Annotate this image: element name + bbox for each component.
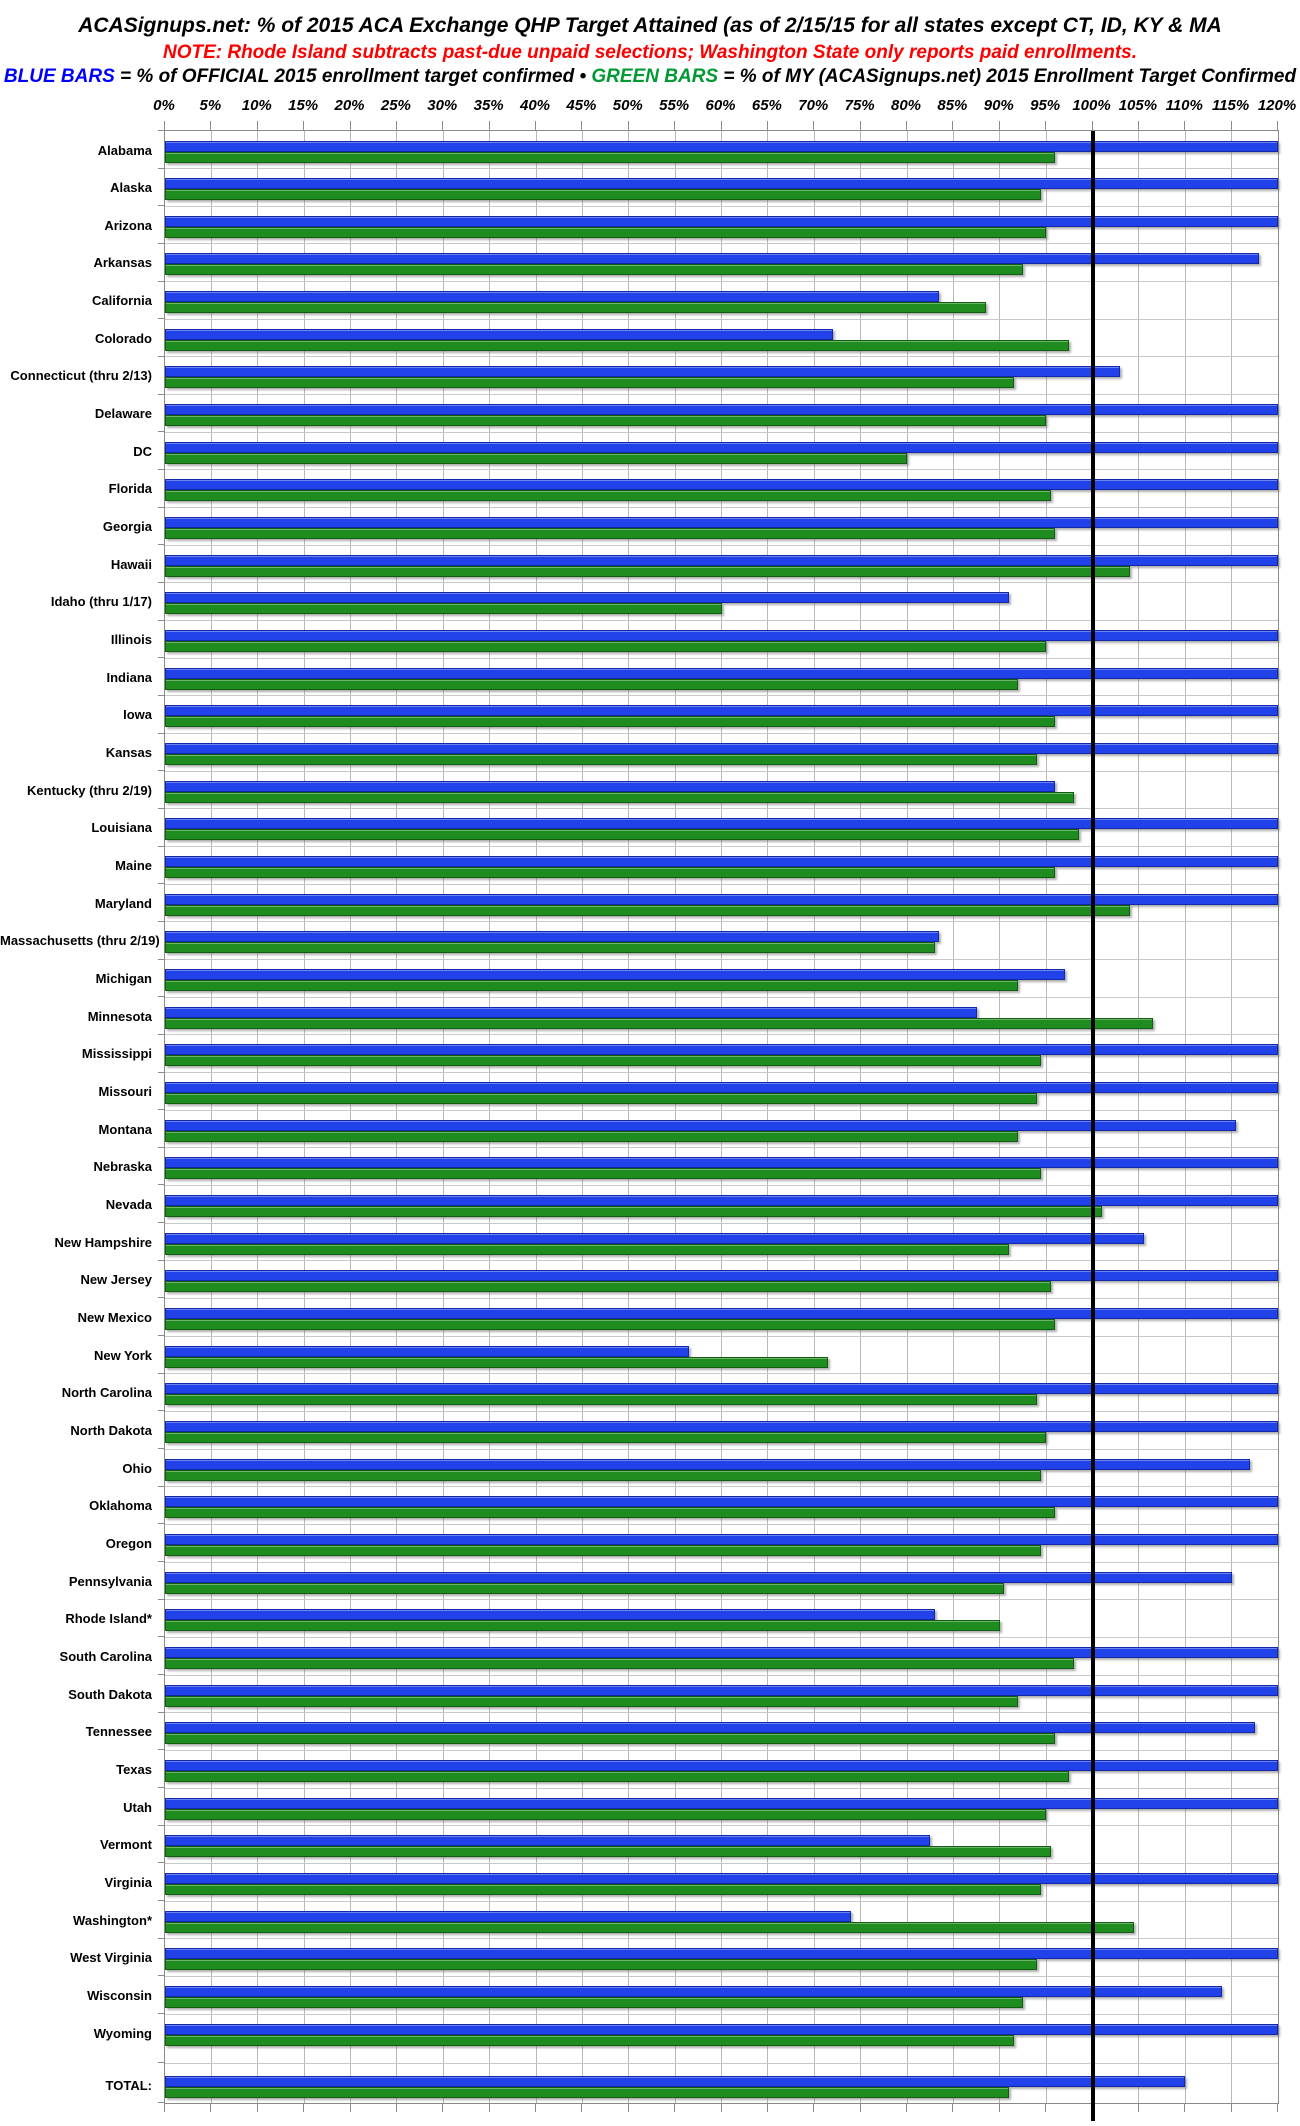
row-label-state: Oklahoma (89, 1498, 152, 1514)
x-tick-label: 85% (937, 97, 968, 114)
bar-blue (165, 329, 833, 340)
x-tick-mark-top (1092, 121, 1093, 130)
x-tick-mark-bottom (1184, 2103, 1185, 2112)
row-separator-line (165, 1712, 1278, 1713)
row-label-state: Florida (108, 481, 152, 497)
bar-blue (165, 630, 1278, 641)
row-separator-line (165, 1072, 1278, 1073)
row-separator-line (165, 1599, 1278, 1600)
x-tick-label: 70% (798, 97, 829, 114)
row-label-state: Mississippi (81, 1046, 152, 1062)
row-label-state: Michigan (95, 971, 152, 987)
bar-green (165, 1846, 1051, 1857)
bar-green (165, 1545, 1041, 1556)
row-separator-line (165, 808, 1278, 809)
row-label-state: Pennsylvania (68, 1573, 152, 1589)
bar-green (165, 829, 1079, 840)
x-tick-label: 15% (288, 97, 319, 114)
legend-separator: • (574, 66, 592, 87)
bar-blue (165, 216, 1278, 227)
bar-blue (165, 141, 1278, 152)
row-label-state: Kansas (105, 745, 152, 761)
x-tick-mark-top (674, 121, 675, 130)
x-tick-mark-top (767, 121, 768, 130)
x-tick-label: 5% (199, 97, 222, 114)
x-tick-label: 115% (1211, 97, 1250, 114)
row-separator-line (165, 620, 1278, 621)
bar-green (165, 716, 1055, 727)
row-label-state: Virginia (104, 1874, 152, 1890)
x-tick-mark-bottom (164, 2103, 165, 2112)
x-tick-label: 75% (844, 97, 875, 114)
bar-blue (165, 1496, 1278, 1507)
x-tick-mark-top (396, 121, 397, 130)
x-tick-label: 10% (241, 97, 272, 114)
row-label-state: Texas (116, 1761, 152, 1777)
row-label-state: Illinois (110, 632, 152, 648)
bar-green (165, 415, 1046, 426)
bar-blue (165, 2024, 1278, 2035)
x-tick-mark-top (1138, 121, 1139, 130)
x-tick-mark-top (1045, 121, 1046, 130)
x-tick-label: 60% (705, 97, 736, 114)
row-label-state: North Carolina (61, 1385, 152, 1401)
bar-blue (165, 592, 1009, 603)
row-label-state: Louisiana (91, 820, 152, 836)
bar-green (165, 1583, 1004, 1594)
x-tick-mark-top (535, 121, 536, 130)
bar-blue (165, 894, 1278, 905)
x-tick-mark-top (721, 121, 722, 130)
row-separator-line (165, 695, 1278, 696)
x-tick-mark-bottom (767, 2103, 768, 2112)
x-tick-mark-top (999, 121, 1000, 130)
row-label-state: Ohio (122, 1460, 152, 1476)
bar-blue (165, 1346, 689, 1357)
x-tick-mark-bottom (581, 2103, 582, 2112)
x-tick-mark-bottom (489, 2103, 490, 2112)
x-tick-mark-top (442, 121, 443, 130)
bar-blue (165, 1082, 1278, 1093)
bar-blue (165, 1270, 1278, 1281)
row-label-state: Alabama (97, 142, 152, 158)
bar-green (165, 1357, 828, 1368)
bar-green (165, 264, 1023, 275)
x-tick-mark-top (1231, 121, 1232, 130)
row-separator-line (165, 1110, 1278, 1111)
bar-green (165, 980, 1018, 991)
bar-blue (165, 1195, 1278, 1206)
x-tick-mark-bottom (1231, 2103, 1232, 2112)
bar-blue (165, 253, 1259, 264)
x-tick-label: 110% (1165, 97, 1203, 114)
row-separator-line (165, 1938, 1278, 1939)
row-label-state: New Jersey (80, 1272, 152, 1288)
row-label-state: Wyoming (93, 2025, 152, 2041)
row-label-state: Wisconsin (87, 1987, 152, 2003)
x-tick-mark-bottom (1138, 2103, 1139, 2112)
bar-green (165, 1922, 1134, 1933)
row-label-state: DC (133, 443, 152, 459)
row-label-state: Nebraska (93, 1159, 152, 1175)
chart-note: NOTE: Rhode Island subtracts past-due unpaid selections; Washington State only reports paid enrollments. (162, 42, 1138, 63)
row-separator-line (165, 1863, 1278, 1864)
bar-blue (165, 705, 1278, 716)
row-label-total: TOTAL: (105, 2077, 152, 2093)
bar-green (165, 1696, 1018, 1707)
bar-blue (165, 668, 1278, 679)
bar-blue (165, 1798, 1278, 1809)
bar-blue (165, 1760, 1278, 1771)
bar-green (165, 2035, 1014, 2046)
x-tick-label: 105% (1118, 97, 1158, 114)
bar-green (165, 1394, 1037, 1405)
row-separator-line (165, 281, 1278, 282)
row-separator-line (165, 2063, 1278, 2064)
row-label-state: Washington* (73, 1912, 152, 1928)
bar-blue (165, 1459, 1250, 1470)
row-label-state: Missouri (98, 1084, 152, 1099)
bar-green (165, 905, 1130, 916)
row-label-state: West Virginia (70, 1950, 152, 1966)
bar-green (165, 867, 1055, 878)
bar-blue (165, 1007, 977, 1018)
bar-green (165, 1884, 1041, 1895)
row-label-state: Alaska (110, 180, 152, 196)
bar-blue (165, 1233, 1144, 1244)
bar-green (165, 1319, 1055, 1330)
bar-blue (165, 178, 1278, 189)
row-label-state: Arizona (104, 217, 152, 233)
bar-green (165, 1206, 1102, 1217)
bar-blue (165, 2076, 1185, 2087)
bar-green (165, 1281, 1051, 1292)
row-label-state: Minnesota (87, 1008, 152, 1024)
row-separator-line (165, 1675, 1278, 1676)
bar-blue (165, 291, 939, 302)
row-label-state: Iowa (123, 707, 152, 723)
row-label-state: California (92, 293, 152, 309)
bar-green (165, 1809, 1046, 1820)
bar-green (165, 453, 907, 464)
x-tick-label: 95% (1030, 97, 1061, 114)
x-tick-mark-top (628, 121, 629, 130)
row-separator-line (165, 733, 1278, 734)
row-separator-line (165, 1373, 1278, 1374)
row-separator-line (165, 469, 1278, 470)
x-tick-label: 90% (983, 97, 1014, 114)
row-label-state: Colorado (94, 330, 152, 346)
row-label-state: Indiana (106, 669, 152, 685)
x-tick-mark-bottom (257, 2103, 258, 2112)
bar-green (165, 2087, 1009, 2098)
x-tick-label: 20% (334, 97, 365, 114)
bar-green (165, 1658, 1074, 1669)
bar-green (165, 340, 1069, 351)
row-label-state: Connecticut (thru 2/13) (10, 368, 152, 384)
row-separator-line (165, 432, 1278, 433)
x-tick-mark-bottom (210, 2103, 211, 2112)
row-separator-line (165, 1524, 1278, 1525)
row-label-state: North Dakota (70, 1422, 152, 1438)
x-tick-label: 50% (612, 97, 643, 114)
x-tick-mark-top (489, 121, 490, 130)
bar-blue (165, 1157, 1278, 1168)
x-tick-mark-top (952, 121, 953, 130)
x-tick-label: 35% (473, 97, 504, 114)
row-label-state: South Dakota (68, 1686, 152, 1702)
bar-green (165, 754, 1037, 765)
x-tick-mark-bottom (999, 2103, 1000, 2112)
x-tick-mark-bottom (350, 2103, 351, 2112)
x-tick-mark-top (350, 121, 351, 130)
x-tick-mark-bottom (628, 2103, 629, 2112)
legend-blue-label: BLUE BARS (3, 66, 115, 87)
row-label-state: New York (93, 1347, 152, 1363)
bar-green (165, 792, 1074, 803)
row-separator-line (165, 1637, 1278, 1638)
x-tick-mark-bottom (674, 2103, 675, 2112)
x-tick-label: 120% (1257, 97, 1297, 114)
bar-blue (165, 555, 1278, 566)
row-label-state: Oregon (105, 1535, 152, 1551)
row-label-state: New Hampshire (54, 1234, 152, 1250)
bar-green (165, 1959, 1037, 1970)
row-separator-line (165, 1788, 1278, 1789)
row-label-state: Montana (98, 1121, 152, 1137)
bar-green (165, 302, 986, 313)
bar-blue (165, 1685, 1278, 1696)
bar-green (165, 1018, 1153, 1029)
x-tick-mark-top (303, 121, 304, 130)
chart-legend (0, 66, 1300, 88)
row-separator-line (165, 243, 1278, 244)
x-tick-mark-bottom (1045, 2103, 1046, 2112)
row-separator-line (165, 1034, 1278, 1035)
bar-blue (165, 743, 1278, 754)
x-tick-mark-top (210, 121, 211, 130)
row-label-state: South Carolina (59, 1648, 152, 1664)
x-tick-label: 40% (519, 97, 551, 114)
row-separator-line (165, 1298, 1278, 1299)
row-label-state: Utah (123, 1799, 152, 1815)
row-separator-line (165, 921, 1278, 922)
row-separator-line (165, 2014, 1278, 2015)
bar-green (165, 1093, 1037, 1104)
legend-green-label: GREEN BARS (591, 66, 719, 87)
bar-blue (165, 1911, 851, 1922)
x-tick-label: 25% (380, 97, 411, 114)
bar-blue (165, 1986, 1222, 1997)
row-separator-line (165, 1486, 1278, 1487)
row-separator-line (165, 356, 1278, 357)
bar-blue (165, 1308, 1278, 1319)
bar-blue (165, 517, 1278, 528)
chart-title: ACASignups.net: % of 2015 ACA Exchange QHP Target Attained (as of 2/15/15 for all states except CT, ID, KY & MA (78, 14, 1222, 37)
bar-blue (165, 479, 1278, 490)
bar-green (165, 490, 1051, 501)
bar-blue (165, 969, 1065, 980)
row-separator-line (165, 545, 1278, 546)
row-separator-line (165, 1976, 1278, 1977)
bar-green (165, 189, 1041, 200)
row-separator-line (165, 1449, 1278, 1450)
row-separator-line (165, 582, 1278, 583)
x-tick-label: 80% (890, 97, 922, 114)
legend-green-desc: = % of MY (ACASignups.net) 2015 Enrollment Target Confirmed (718, 66, 1297, 87)
row-separator-line (165, 959, 1278, 960)
row-separator-line (165, 319, 1278, 320)
x-tick-mark-top (906, 121, 907, 130)
bar-green (165, 152, 1055, 163)
x-tick-mark-bottom (535, 2103, 536, 2112)
row-separator-line (165, 1750, 1278, 1751)
bar-blue (165, 1647, 1278, 1658)
x-tick-mark-bottom (303, 2103, 304, 2112)
x-tick-mark-bottom (906, 2103, 907, 2112)
x-tick-label: 45% (566, 97, 597, 114)
bar-green (165, 942, 935, 953)
bar-green (165, 528, 1055, 539)
row-label-state: Kentucky (thru 2/19) (27, 782, 152, 798)
x-tick-label: 0% (153, 97, 175, 114)
row-separator-line (165, 206, 1278, 207)
row-label-state: Georgia (102, 519, 152, 535)
row-separator-line (165, 1223, 1278, 1224)
plot-area (164, 130, 1279, 2104)
bar-blue (165, 1873, 1278, 1884)
x-tick-mark-top (164, 121, 165, 130)
x-tick-mark-bottom (721, 2103, 722, 2112)
bar-green (165, 1168, 1041, 1179)
row-separator-line (165, 997, 1278, 998)
bar-blue (165, 1835, 930, 1846)
row-separator-line (165, 658, 1278, 659)
row-label-state: Hawaii (110, 556, 152, 572)
row-label-state: Delaware (94, 406, 152, 422)
row-separator-line (165, 1185, 1278, 1186)
row-separator-line (165, 1562, 1278, 1563)
row-label-state: Idaho (thru 1/17) (50, 594, 152, 610)
x-tick-mark-top (257, 121, 258, 130)
bar-blue (165, 442, 1278, 453)
x-tick-mark-bottom (813, 2103, 814, 2112)
bar-blue (165, 781, 1055, 792)
bar-green (165, 1470, 1041, 1481)
bar-blue (165, 1572, 1232, 1583)
bar-green (165, 1432, 1046, 1443)
row-label-state: Tennessee (85, 1724, 152, 1740)
x-tick-label: 100% (1072, 97, 1111, 114)
row-label-state: New Mexico (77, 1309, 152, 1325)
x-tick-mark-top (813, 121, 814, 130)
bar-blue (165, 404, 1278, 415)
x-tick-mark-top (1184, 121, 1185, 130)
x-tick-mark-top (581, 121, 582, 130)
bar-blue (165, 1609, 935, 1620)
x-tick-mark-bottom (442, 2103, 443, 2112)
x-tick-mark-bottom (860, 2103, 861, 2112)
row-label-state: Vermont (99, 1837, 152, 1853)
row-separator-line (165, 168, 1278, 169)
bar-blue (165, 1534, 1278, 1545)
bar-blue (165, 1421, 1278, 1432)
row-separator-line (165, 1336, 1278, 1337)
row-separator-line (165, 1147, 1278, 1148)
bar-green (165, 1620, 1000, 1631)
row-separator-line (165, 846, 1278, 847)
row-label-state: Maryland (94, 895, 152, 911)
x-tick-mark-bottom (1277, 2103, 1278, 2112)
row-separator-line (165, 1901, 1278, 1902)
x-tick-label: 30% (427, 97, 458, 114)
bar-blue (165, 856, 1278, 867)
bar-green (165, 603, 722, 614)
row-separator-line (165, 1825, 1278, 1826)
row-label-state: Rhode Island* (65, 1611, 152, 1627)
bar-blue (165, 1120, 1236, 1131)
row-label-state: Maine (115, 858, 152, 874)
row-separator-line (165, 394, 1278, 395)
bar-green (165, 679, 1018, 690)
x-tick-mark-top (1277, 121, 1278, 130)
bar-green (165, 1055, 1041, 1066)
bar-green (165, 1507, 1055, 1518)
x-tick-label: 65% (751, 97, 782, 114)
row-label-state: Arkansas (93, 255, 152, 271)
bar-green (165, 1244, 1009, 1255)
reference-line-100pct (1091, 131, 1095, 2121)
bar-green (165, 566, 1130, 577)
row-separator-line (165, 771, 1278, 772)
bar-green (165, 1733, 1055, 1744)
row-separator-line (165, 884, 1278, 885)
bar-blue (165, 1044, 1278, 1055)
legend-blue-desc: = % of OFFICIAL 2015 enrollment target confirmed (114, 66, 575, 87)
bar-blue (165, 818, 1278, 829)
row-separator-line (165, 1411, 1278, 1412)
x-tick-mark-bottom (396, 2103, 397, 2112)
bar-green (165, 1771, 1069, 1782)
bar-green (165, 227, 1046, 238)
x-tick-mark-top (860, 121, 861, 130)
row-separator-line (165, 507, 1278, 508)
bar-green (165, 641, 1046, 652)
bar-blue (165, 1948, 1278, 1959)
bar-blue (165, 931, 939, 942)
x-tick-label: 55% (659, 97, 690, 114)
bar-blue (165, 366, 1120, 377)
bar-blue (165, 1383, 1278, 1394)
row-label-state: Massachusetts (thru 2/19) (0, 933, 160, 949)
bar-green (165, 1997, 1023, 2008)
row-separator-line (165, 1260, 1278, 1261)
bar-green (165, 377, 1014, 388)
x-tick-mark-bottom (952, 2103, 953, 2112)
row-label-state: Nevada (105, 1196, 152, 1212)
bar-green (165, 1131, 1018, 1142)
